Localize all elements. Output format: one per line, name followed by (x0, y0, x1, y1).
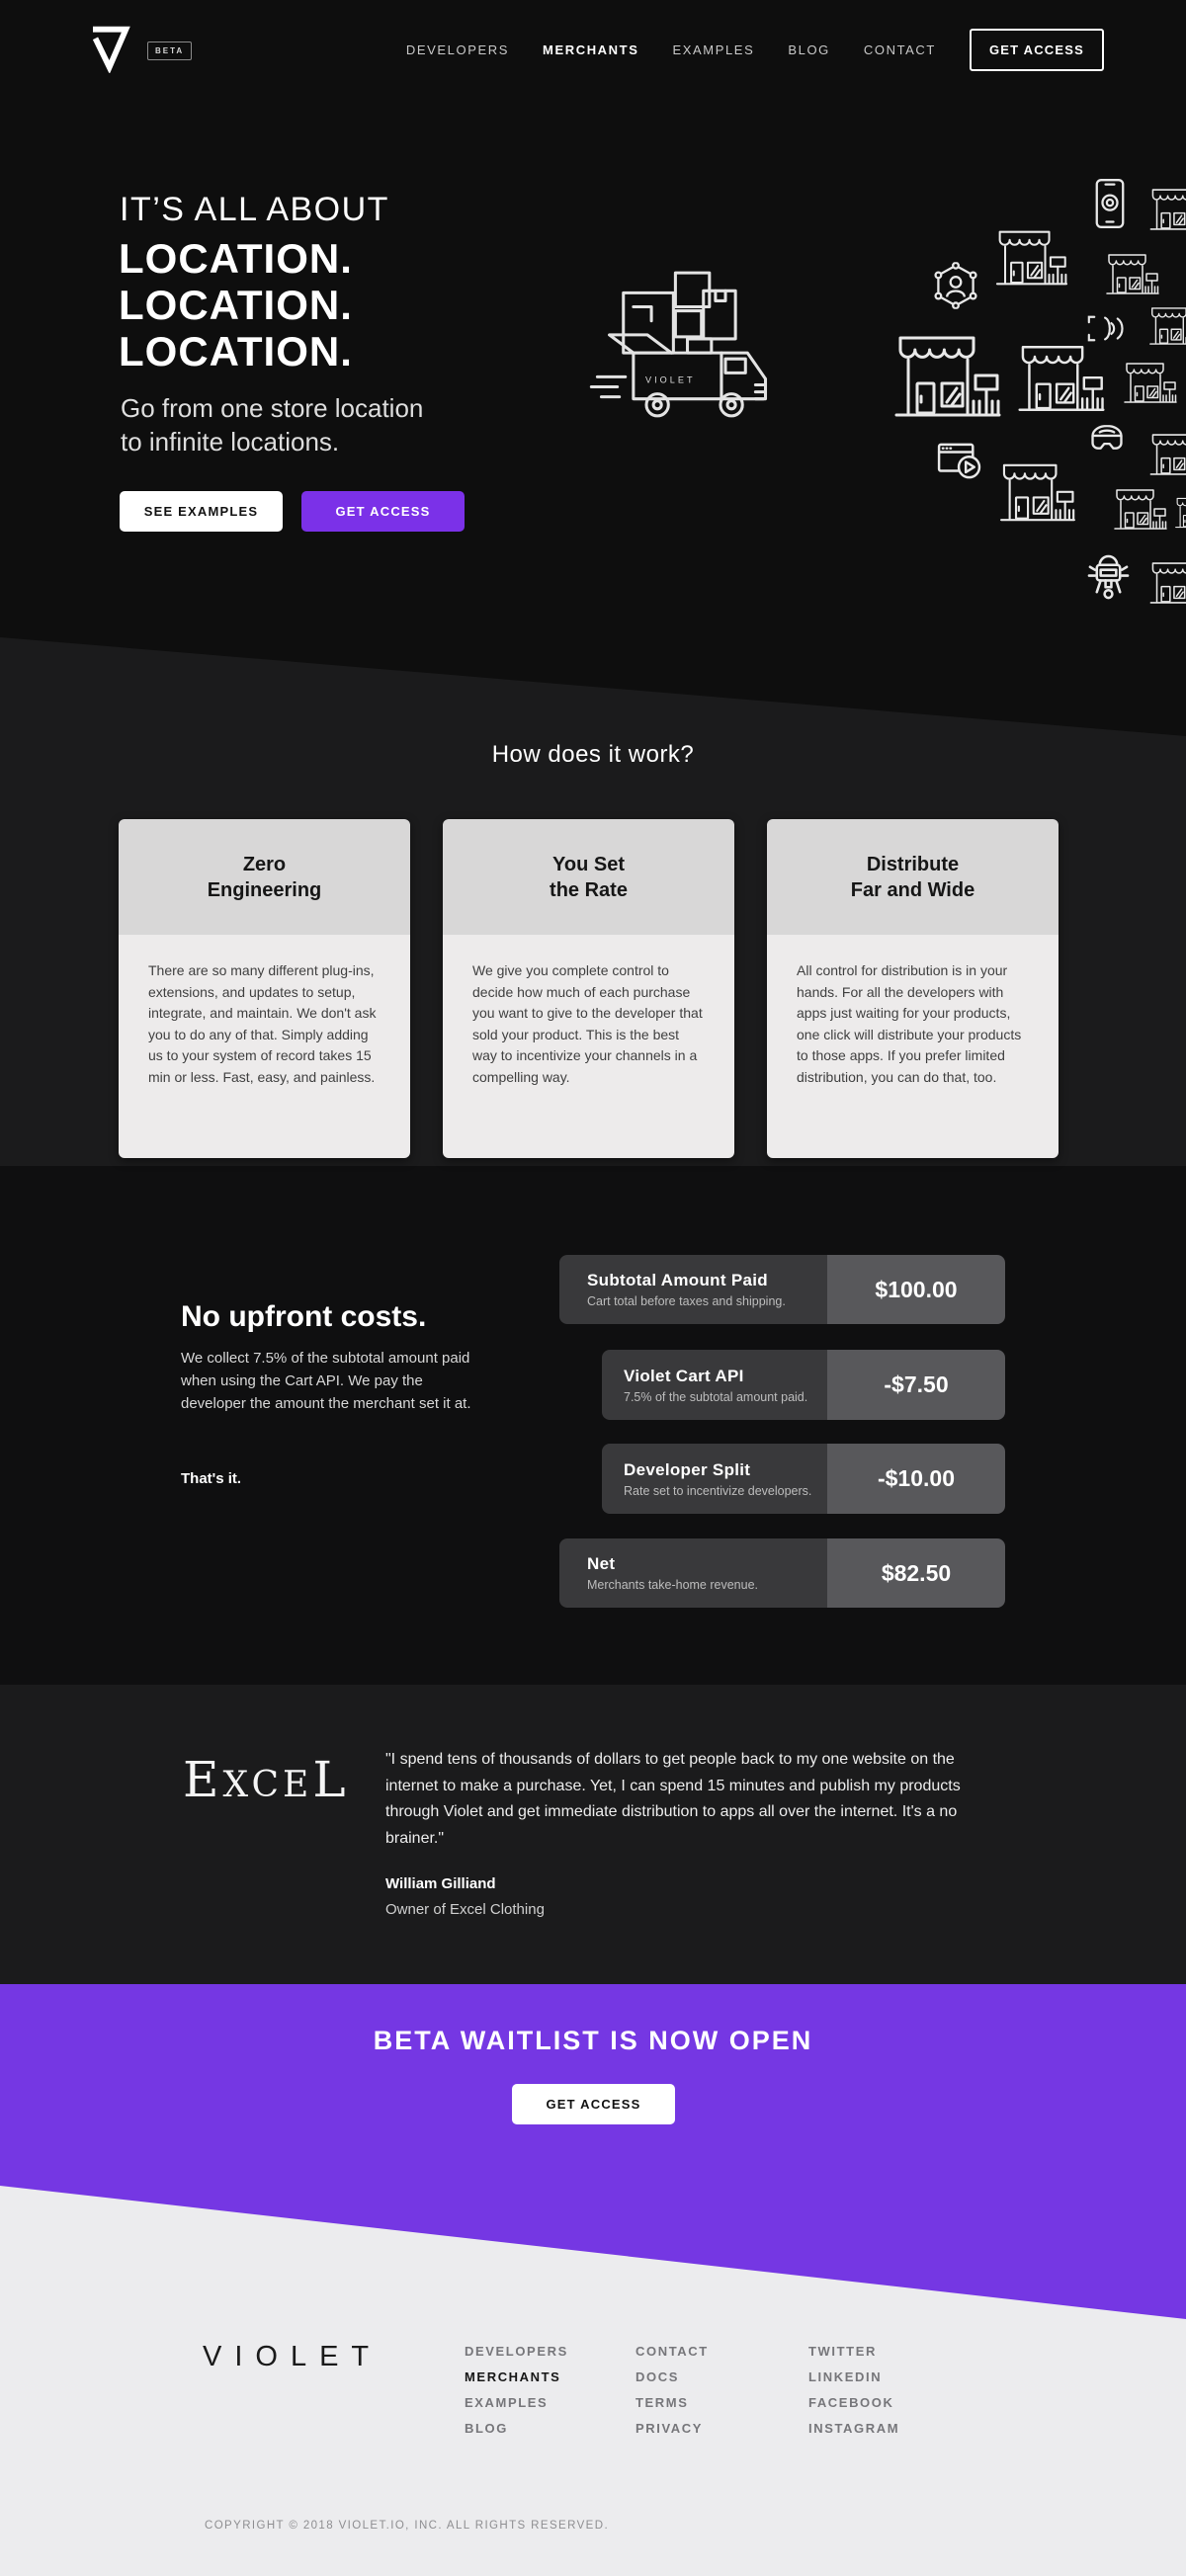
footer-link-examples[interactable]: EXAMPLES (465, 2395, 549, 2410)
card-body: We give you complete control to decide how much of each purchase you want to give to the developer that sold your product. This is the best way to incentivize your channels in a compelling way. (443, 935, 734, 1158)
delivery-truck-icon (588, 265, 781, 425)
card-body: There are so many different plug-ins, extensions, and updates to setup, integrate, and maintain. We don't ask you to do any of that. Simply adding us to your system of record takes 15 min or less. Fast, easy, and painless. (119, 935, 410, 1158)
hero-heading-location (119, 235, 353, 374)
footer-column-site (465, 2344, 568, 2436)
card-title: Zero Engineering (119, 819, 410, 935)
card-body: All control for distribution is in your hands. For all the developers with apps just waiting for your products, one click will distribute your products to those apps. If you prefer limited distribution, you can do that, too. (767, 935, 1059, 1158)
see-examples-button[interactable]: SEE EXAMPLES (120, 491, 283, 532)
voice-assistant-icon (1087, 314, 1125, 343)
nav-item-developers[interactable]: DEVELOPERS (405, 42, 510, 57)
nav-item-blog[interactable]: BLOG (788, 42, 830, 57)
banner-title: BETA WAITLIST IS NOW OPEN (373, 2026, 813, 2055)
storefront-icon (1174, 497, 1186, 529)
storefront-icon (892, 334, 1003, 419)
social-network-icon (934, 262, 977, 309)
footer-link-docs[interactable]: DOCS (635, 2369, 679, 2384)
footer-link-developers[interactable]: DEVELOPERS (465, 2344, 568, 2359)
cost-row-subtotal: Subtotal Amount Paid Cart total before taxes and shipping. $100.00 (559, 1255, 1005, 1324)
footer-link-contact[interactable]: CONTACT (635, 2344, 709, 2359)
footer-link-instagram[interactable]: INSTAGRAM (808, 2421, 900, 2436)
hero-get-access-button[interactable]: GET ACCESS (301, 491, 465, 532)
footer-link-privacy[interactable]: PRIVACY (635, 2421, 704, 2436)
footer-column-company (635, 2344, 709, 2436)
storefront-icon (1148, 433, 1186, 476)
storefront-icon (1113, 488, 1168, 531)
card-title: Distribute Far and Wide (767, 819, 1059, 935)
cost-row-cart-api: Violet Cart API 7.5% of the subtotal amount paid. -$7.50 (602, 1350, 1005, 1420)
testimonial-name: William Gilliand (385, 1875, 496, 1892)
footer-link-facebook[interactable]: FACEBOOK (808, 2395, 894, 2410)
storefront-icon (998, 462, 1077, 523)
footer-link-blog[interactable]: BLOG (465, 2421, 508, 2436)
storefront-icon (994, 229, 1069, 287)
cost-row-developer-split: Developer Split Rate set to incentivize developers. -$10.00 (602, 1444, 1005, 1514)
feature-card-zero-engineering (119, 819, 410, 1158)
nav-get-access-button[interactable]: GET ACCESS (970, 29, 1104, 71)
footer-link-twitter[interactable]: TWITTER (808, 2344, 877, 2359)
how-it-works-title: How does it work? (491, 741, 695, 768)
beta-badge: BETA (147, 42, 192, 60)
nav-item-merchants[interactable]: MERCHANTS (543, 42, 639, 57)
cost-row-net: Net Merchants take-home revenue. $82.50 (559, 1538, 1005, 1608)
truck-brand-label: VIOLET (645, 374, 696, 385)
storefront-icon (1105, 253, 1160, 295)
costs-title: No upfront costs. (181, 1300, 427, 1333)
costs-paragraph: We collect 7.5% of the subtotal amount paid when using the Cart API. We pay the developer the amount the merchant set it at. (181, 1350, 471, 1412)
storefront-icon (1016, 344, 1107, 413)
hero-location-line: LOCATION. (119, 282, 353, 328)
footer-column-social (808, 2344, 899, 2436)
costs-thats-it: That's it. (181, 1470, 242, 1487)
robot-icon (1086, 553, 1131, 602)
testimonial-quote: "I spend tens of thousands of dollars to get people back to my one website on the internet to make a purchase. Yet, I can spend 15 minutes and publish my products through Violet and get immediate distribution to apps all over the internet. It's a no brainer." (385, 1751, 961, 1847)
phone-icon (1095, 178, 1125, 229)
browser-video-icon (937, 443, 982, 480)
footer-link-terms[interactable]: TERMS (635, 2395, 689, 2410)
main-nav (406, 0, 1104, 99)
card-title: You Set the Rate (443, 819, 734, 935)
footer-copyright: COPYRIGHT © 2018 VIOLET.IO, INC. ALL RIGHTS RESERVED. (205, 2520, 610, 2532)
footer-link-merchants[interactable]: MERCHANTS (465, 2369, 561, 2384)
vr-headset-icon (1088, 425, 1126, 456)
footer-link-linkedin[interactable]: LINKEDIN (808, 2369, 883, 2384)
storefront-icon (1148, 561, 1186, 605)
cost-amount: $82.50 (827, 1538, 1005, 1608)
cost-amount: -$7.50 (827, 1350, 1005, 1420)
nav-item-contact[interactable]: CONTACT (863, 42, 936, 57)
cost-amount: $100.00 (827, 1255, 1005, 1324)
testimonial-role: Owner of Excel Clothing (385, 1901, 545, 1918)
excel-logo: EXCEL (183, 1751, 350, 1808)
banner-get-access-button[interactable]: GET ACCESS (512, 2084, 675, 2124)
footer-violet-wordmark: VIOLET (203, 2341, 382, 2372)
storefront-icon (1148, 306, 1186, 346)
cost-amount: -$10.00 (827, 1444, 1005, 1514)
hero-location-line: LOCATION. (119, 328, 353, 374)
feature-card-you-set-the-rate (443, 819, 734, 1158)
hero-location-line: LOCATION. (119, 235, 353, 282)
violet-logo-icon[interactable] (83, 22, 132, 73)
nav-item-examples[interactable]: EXAMPLES (672, 42, 755, 57)
feature-card-distribute (767, 819, 1059, 1158)
storefront-icon (1148, 188, 1186, 231)
storefront-icon (1123, 362, 1178, 404)
hero-heading-intro: IT’S ALL ABOUT (120, 191, 389, 228)
hero-subtitle: Go from one store location to infinite locations. (121, 393, 424, 457)
